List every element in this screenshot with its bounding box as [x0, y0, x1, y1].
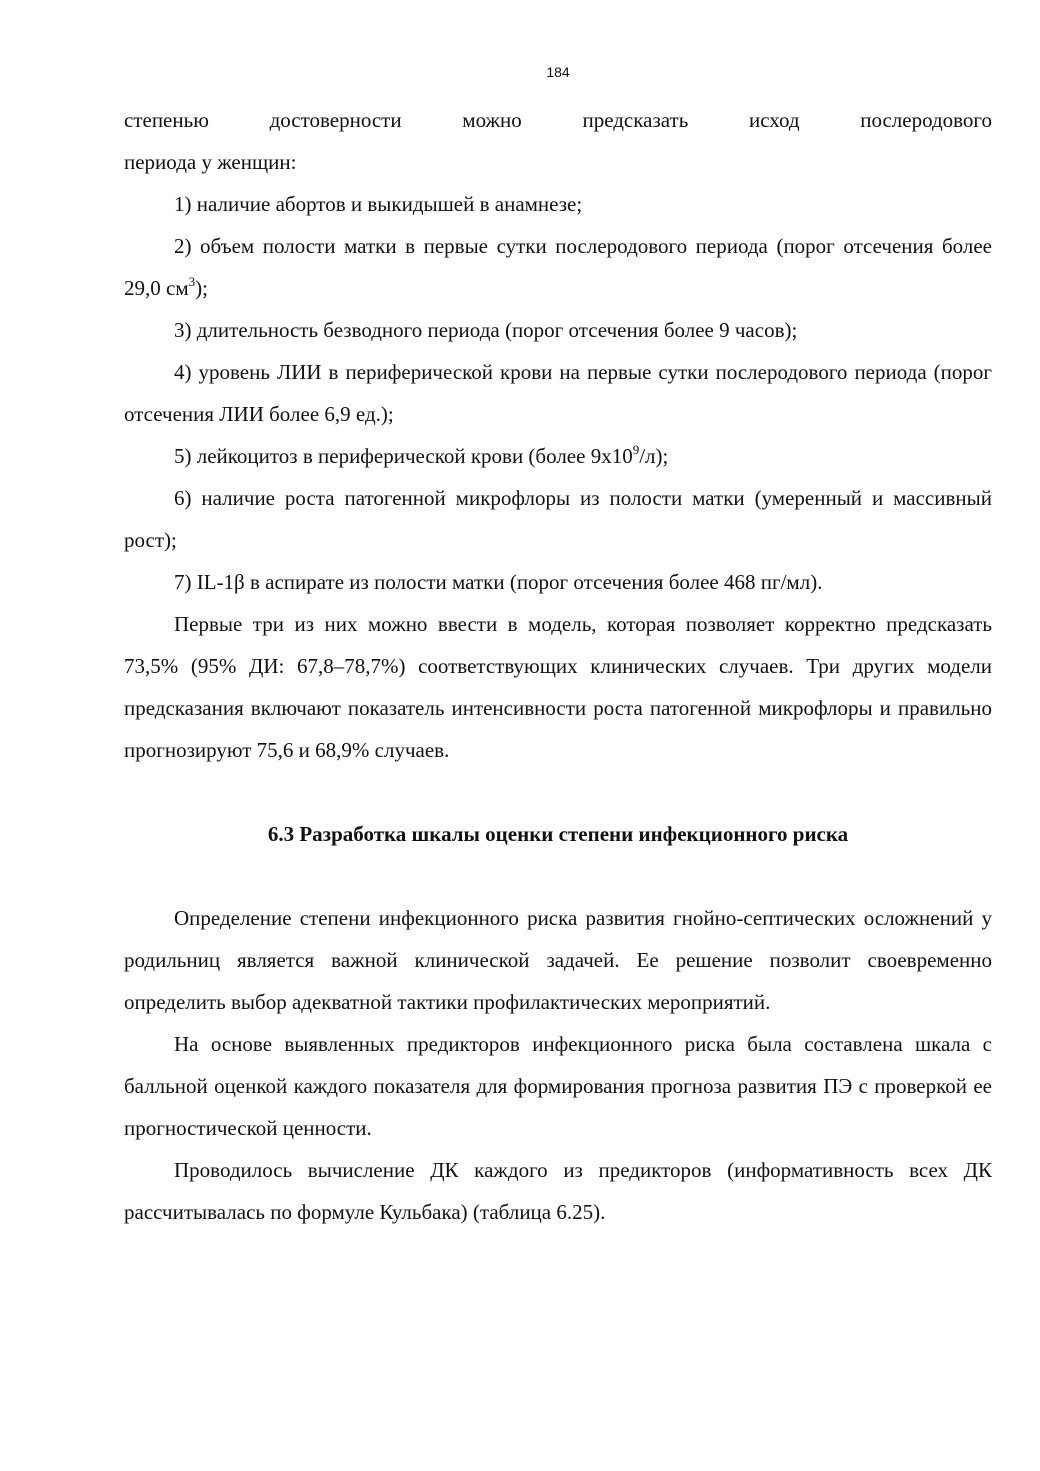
- page-number: 184: [546, 64, 570, 80]
- intro-continuation: периода у женщин:: [124, 150, 297, 174]
- intro-word: исход: [748, 108, 800, 132]
- intro-word: достоверности: [269, 108, 402, 132]
- list-item-3: 3) длительность безводного периода (порог отсечения более 9 часов);: [174, 318, 798, 342]
- list-item-5: [124, 435, 992, 477]
- section-paragraph-3: Проводилось вычисление ДК каждого из предикторов (информативность всех ДК рассчитывалась по формуле Кульбака) (таблица 6.25).: [124, 1158, 992, 1224]
- list-item-text: /л);: [639, 444, 669, 468]
- intro-word: предсказать: [582, 108, 689, 132]
- summary-paragraph: Первые три из них можно ввести в модель, которая позволяет корректно предсказать 73,5% (95% ДИ: 67,8–78,7%) соответствующих клинических случаев. Три других модели предсказания включают показатель интенсивности роста патогенной микрофлоры и правильно прогнозируют 75,6 и 68,9% случаев.: [124, 612, 992, 762]
- list-item-text: 5) лейкоцитоз в периферической крови (более 9х10: [174, 444, 633, 468]
- list-item-1: 1) наличие абортов и выкидышей в анамнезе;: [174, 192, 583, 216]
- section-paragraph-2: На основе выявленных предикторов инфекционного риска была составлена шкала с балльной оценкой каждого показателя для формирования прогноза развития ПЭ с проверкой ее прогностической ценности.: [124, 1032, 992, 1140]
- list-item-text: );: [195, 276, 208, 300]
- section-heading: 6.3 Разработка шкалы оценки степени инфекционного риска: [267, 822, 849, 846]
- superscript: 3: [188, 274, 196, 289]
- page-body: [124, 99, 992, 1233]
- list-item-7: 7) IL-1β в аспирате из полости матки (порог отсечения более 468 пг/мл).: [174, 570, 823, 594]
- list-item-6: 6) наличие роста патогенной микрофлоры из полости матки (умеренный и массивный рост);: [124, 486, 992, 552]
- list-item-4: 4) уровень ЛИИ в периферической крови на первые сутки послеродового периода (порог отсечения ЛИИ более 6,9 ед.);: [124, 360, 992, 426]
- list-item-2: [124, 225, 992, 309]
- intro-word: степенью: [124, 108, 209, 132]
- intro-word: можно: [462, 108, 522, 132]
- intro-word: послеродового: [860, 108, 993, 132]
- list-item-text: 2) объем полости матки в первые сутки послеродового периода (порог отсечения более 29,0 см: [124, 234, 992, 300]
- section-paragraph-1: Определение степени инфекционного риска развития гнойно-септических осложнений у родильниц является важной клинической задачей. Ее решение позволит своевременно определить выбор адекватной тактики профилактических мероприятий.: [124, 906, 992, 1014]
- superscript: 9: [632, 442, 640, 457]
- intro-paragraph: [124, 99, 992, 141]
